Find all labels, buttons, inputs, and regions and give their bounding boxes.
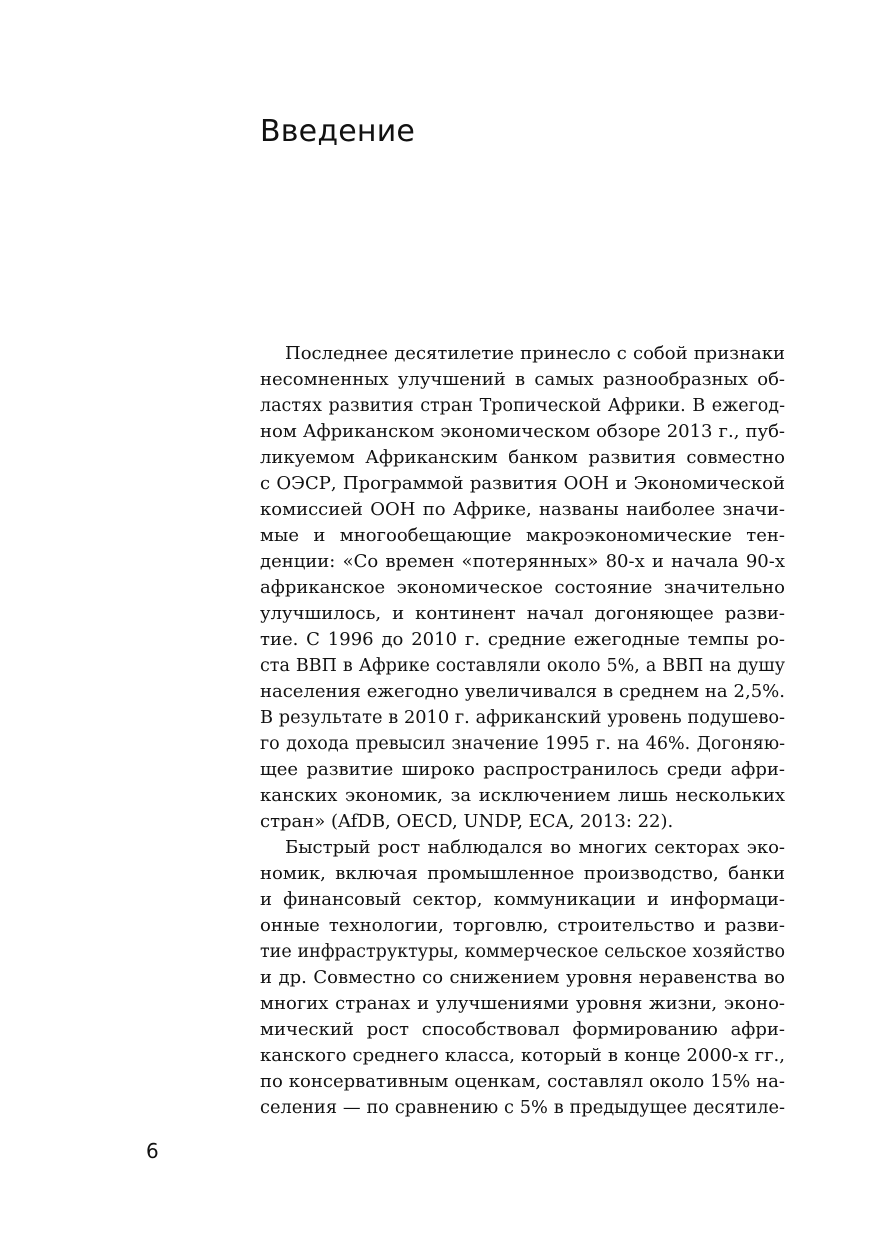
text-line: ликуемом Африканским банком развития совместно: [260, 447, 785, 468]
paragraph-2: [260, 835, 785, 1121]
text-line: улучшилось, и континент начал догоняющее разви-: [260, 603, 785, 624]
text-line: номик, включая промышленное производство, банки: [260, 863, 785, 884]
text-line: Быстрый рост наблюдался во многих секторах эко-: [285, 837, 785, 858]
text-line: ном Африканском экономическом обзоре 2013 г., пуб-: [260, 421, 785, 442]
text-line: с ОЭСР, Программой развития ООН и Экономической: [260, 473, 785, 494]
page-title: Введение: [260, 114, 416, 149]
text-line: и финансовый сектор, коммуникации и информаци-: [260, 889, 785, 910]
paragraph-1: [260, 341, 785, 835]
text-line: щее развитие широко распространилось среди афри-: [260, 759, 785, 780]
text-line: населения ежегодно увеличивался в среднем на 2,5%.: [260, 681, 785, 702]
text-line: африканское экономическое состояние значительно: [260, 577, 785, 598]
text-line: по консервативным оценкам, составлял около 15% на-: [260, 1071, 785, 1092]
text-line: В результате в 2010 г. африканский уровень подушево-: [260, 708, 785, 728]
text-line: мический рост способствовал формированию афри-: [260, 1019, 785, 1040]
text-line: мые и многообещающие макроэкономические тен-: [260, 525, 785, 546]
text-line: многих странах и улучшениями уровня жизни, эконо-: [260, 993, 785, 1014]
text-line: онные технологии, торговлю, строительство и разви-: [260, 915, 785, 936]
text-line: канского среднего класса, который в конце 2000-х гг.,: [260, 1045, 785, 1066]
text-line: Последнее десятилетие принесло с собой признаки: [285, 343, 785, 364]
text-line: ста ВВП в Африке составляли около 5%, а ВВП на душу: [260, 656, 785, 676]
text-line: селения — по сравнению с 5% в предыдущее десятиле-: [260, 1098, 785, 1118]
text-line: тие инфраструктуры, коммерческое сельское хозяйство: [260, 942, 785, 962]
text-line: канских экономик, за исключением лишь нескольких: [260, 785, 785, 806]
text-line: ластях развития стран Тропической Африки. В ежегод-: [260, 396, 785, 416]
text-line: и др. Совместно со снижением уровня неравенства во: [260, 967, 785, 988]
text-line: несомненных улучшений в самых разнообразных об-: [260, 369, 785, 390]
text-line: тие. С 1996 до 2010 г. средние ежегодные темпы ро-: [260, 629, 785, 650]
text-line: стран» (AfDB, OECD, UNDP, ECA, 2013: 22).: [260, 811, 674, 832]
body-text: [260, 341, 785, 1121]
page-number: 6: [146, 1139, 159, 1163]
text-line: денции: «Со времен «потерянных» 80-х и начала 90-х: [260, 551, 785, 572]
text-line: комиссией ООН по Африке, названы наиболее значи-: [260, 499, 785, 520]
text-line: го дохода превысил значение 1995 г. на 46%. Догоняю-: [260, 734, 785, 754]
